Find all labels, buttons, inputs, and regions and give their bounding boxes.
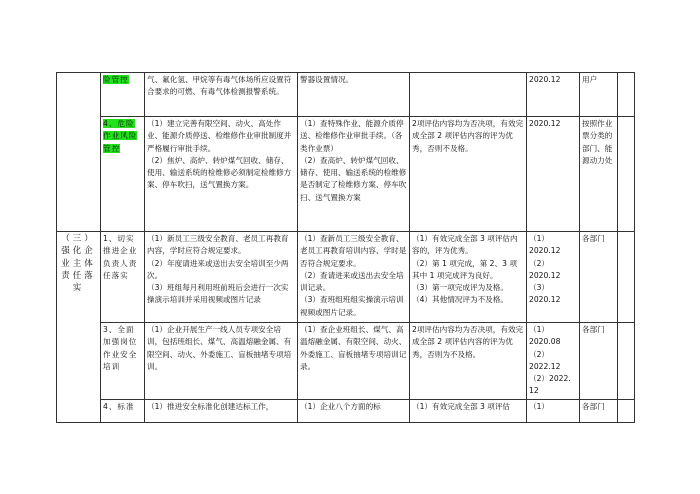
item-cell	[101, 73, 145, 117]
requirement-cell-line: 气、氟化氢、甲烷等有毒气体场所应设置符合要求的可燃、有毒气体检测报警系统。	[147, 75, 292, 97]
item-cell	[101, 232, 145, 323]
section-cell	[57, 232, 101, 423]
deadline-cell	[527, 400, 580, 423]
requirement-cell-line: （1）推进安全标准化创建达标工作，	[147, 402, 274, 411]
deadline-cell-line: 2020.08	[529, 337, 561, 347]
requirement-cell	[145, 73, 298, 117]
item-cell	[101, 400, 145, 423]
owner-text: 用户	[582, 75, 598, 84]
deadline-cell-line: （2）	[529, 349, 550, 359]
evaluation-cell-line: 2项评估内容均为否决项，有效完成全部 2 项评估内容的评为优秀，否则为不及格。	[412, 325, 524, 359]
inspection-cell-line: （2）查请进来或送出去安全培训记录。	[300, 270, 404, 293]
table-row	[57, 117, 635, 232]
deadline-cell-line: 2020.12	[529, 75, 561, 84]
blank-cell	[618, 323, 635, 400]
evaluation-cell	[410, 232, 527, 323]
inspection-cell-line: （3）查班组班组实操演示培训视频或图片记录。	[300, 295, 404, 317]
deadline-cell-line: （1）	[529, 325, 550, 334]
deadline-cell-line: 2022.12	[529, 361, 561, 371]
blank-cell	[618, 232, 635, 323]
evaluation-cell	[410, 323, 527, 400]
evaluation-cell-line: 2项评估内容均为否决项，有效完成全部 2 项评估内容的评为优秀，否则不及格。	[412, 119, 524, 153]
item-cell-line: 险管控	[103, 75, 129, 84]
item-cell-line: 3、全面加强岗位作业安全培训	[103, 325, 138, 371]
requirement-cell-line: （1）企业开展生产一线人员专项安全培训，包括班组长、煤气、高温熔融金属、有限空间、动火、外委施工、盲板抽堵专项培训。	[147, 325, 292, 371]
owner-text: 按照作业票分类的部门、能源动力处	[582, 119, 613, 165]
safety-assessment-table	[56, 72, 635, 423]
requirement-cell-line: （1）新员工三级安全教育、老员工再教育内容，学时应符合规定要求。	[147, 234, 289, 256]
requirement-cell	[145, 117, 298, 232]
deadline-cell	[527, 73, 580, 117]
deadline-cell	[527, 232, 580, 323]
requirement-cell	[145, 232, 298, 323]
inspection-cell	[298, 400, 410, 423]
requirement-cell-line: （1）建立完善有限空间、动火、高处作业、能源介质停送、检维修作业审批制度并严格履行审批手续。	[147, 119, 292, 153]
owner-cell	[580, 232, 618, 323]
requirement-cell-line: （2）焦炉、高炉、转炉煤气回收、储存、使用、输送系统的检维修必须制定检维修方案、停车吹扫，送气置换方案。	[147, 155, 292, 190]
blank-cell	[618, 400, 635, 423]
deadline-cell-line: 2020.12	[529, 119, 561, 128]
evaluation-cell-line: （1）有效完成全部 3 项评估内容的，评为优秀。	[412, 234, 518, 256]
evaluation-cell-line: （4）其他情况评为不及格。	[412, 295, 508, 305]
owner-cell	[580, 73, 618, 117]
owner-text: 各部门	[582, 234, 605, 243]
table-row	[57, 73, 635, 117]
inspection-cell-line: （1）查特殊作业、能源介质停送、检维修作业审批手续。（各类作业票）	[300, 119, 404, 153]
owner-text: 各部门	[582, 402, 605, 411]
inspection-cell	[298, 117, 410, 232]
inspection-cell	[298, 232, 410, 323]
table-row	[57, 323, 635, 400]
deadline-cell-line: 2020.12	[529, 295, 561, 305]
deadline-cell-line: （3）	[529, 283, 550, 293]
inspection-cell	[298, 323, 410, 400]
inspection-cell	[298, 73, 410, 117]
deadline-cell-line: 12	[529, 386, 539, 396]
owner-text: 各部门	[582, 325, 605, 334]
deadline-cell-line: （1）	[529, 234, 550, 243]
deadline-cell-line: 2020.12	[529, 246, 561, 256]
deadline-cell-line: （2）2022.	[529, 374, 571, 384]
evaluation-cell-line: （2）第 1 项完成，第 2、3 项其中 1 项完成评为良好。	[412, 258, 517, 280]
evaluation-cell-line: （1）有效完成全部 3 项评估	[412, 402, 511, 411]
owner-cell	[580, 400, 618, 423]
deadline-cell	[527, 323, 580, 400]
requirement-cell	[145, 323, 298, 400]
blank-cell	[618, 73, 635, 117]
inspection-cell-line: （1）查新员工三级安全教育、老员工再教育培训内容、学时是否符合规定要求。	[300, 234, 407, 268]
requirement-cell-line: （2）年度请进来或送出去安全培训至少两次。	[147, 258, 289, 280]
evaluation-cell	[410, 117, 527, 232]
owner-cell	[580, 117, 618, 232]
section-cell	[57, 73, 101, 232]
owner-cell	[580, 323, 618, 400]
deadline-cell	[527, 117, 580, 232]
item-cell	[101, 117, 145, 232]
inspection-cell-line: （2）查高炉、转炉煤气回收、储存、使用、输送系统的检维修是否制定了检维修方案、停车吹扫、送气置换方案	[300, 155, 407, 202]
requirement-cell	[145, 400, 298, 423]
item-cell	[101, 323, 145, 400]
evaluation-cell	[410, 400, 527, 423]
inspection-cell-line: （1）企业八个方面的标	[300, 402, 381, 411]
blank-cell	[618, 117, 635, 232]
inspection-cell-line: （1）查企业班组长、煤气、高温熔融金属、有限空间、动火、外委施工、盲板抽堵专项培训记录。	[300, 325, 407, 371]
item-cell-line: 4、标准	[103, 402, 135, 411]
deadline-cell-line: 2020.12	[529, 270, 561, 280]
evaluation-cell-line: （3）第一项完成评为及格。	[412, 283, 508, 293]
table-body	[57, 73, 635, 423]
inspection-cell-line: 警器设置情况。	[300, 75, 354, 84]
deadline-cell-line: （2）	[529, 258, 550, 268]
deadline-cell-line: （1）	[529, 402, 550, 411]
section-title: （三）强化企业主体责任落实	[61, 234, 96, 294]
item-cell-line: 4、危险作业风险管控	[103, 119, 138, 153]
requirement-cell-line: （3）班组每月利用班前班后会进行一次实操演示培训并采用视频或图片记录	[147, 283, 289, 305]
item-cell-line: 1、切实推进企业负责人责任落实	[103, 234, 138, 280]
table-row	[57, 400, 635, 423]
evaluation-cell	[410, 73, 527, 117]
table-row	[57, 232, 635, 323]
